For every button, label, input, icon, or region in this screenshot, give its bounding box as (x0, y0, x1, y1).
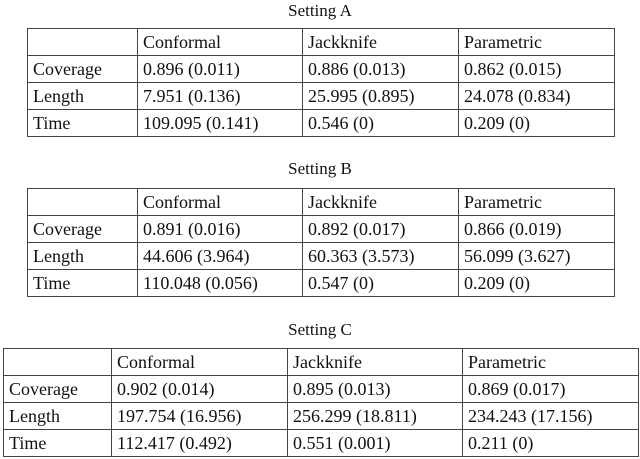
table-cell: 0.547 (0) (303, 270, 459, 297)
table-row (28, 56, 615, 83)
table-cell: Conformal (138, 29, 303, 56)
table-cell: 112.417 (0.492) (112, 430, 288, 457)
table-row (28, 216, 615, 243)
row-label: Time (4, 430, 112, 457)
table-cell: 0.886 (0.013) (303, 56, 459, 83)
row-label (28, 29, 138, 56)
table-title-setting-c: Setting C (288, 320, 352, 339)
header-row (28, 29, 615, 56)
table-row (28, 83, 615, 110)
table-row (28, 270, 615, 297)
row-label (28, 189, 138, 216)
table-setting-a (27, 28, 615, 137)
table-cell: Jackknife (288, 349, 463, 376)
table-setting-c (3, 348, 639, 457)
header-row (4, 349, 639, 376)
table-cell: Parametric (459, 29, 615, 56)
table-cell: Jackknife (303, 29, 459, 56)
table-cell: 44.606 (3.964) (138, 243, 303, 270)
table-cell: 110.048 (0.056) (138, 270, 303, 297)
row-label: Coverage (28, 56, 138, 83)
table-cell: 25.995 (0.895) (303, 83, 459, 110)
table-row (28, 243, 615, 270)
table-row (4, 376, 639, 403)
table-row (4, 430, 639, 457)
row-label: Coverage (4, 376, 112, 403)
row-label: Length (4, 403, 112, 430)
table-title-setting-a: Setting A (288, 1, 352, 20)
row-label: Time (28, 270, 138, 297)
table-cell: 0.902 (0.014) (112, 376, 288, 403)
table-row (4, 403, 639, 430)
table-cell: 0.551 (0.001) (288, 430, 463, 457)
table-cell: 60.363 (3.573) (303, 243, 459, 270)
table-cell: 0.209 (0) (459, 270, 615, 297)
row-label: Time (28, 110, 138, 137)
header-row (28, 189, 615, 216)
table-cell: Conformal (112, 349, 288, 376)
table-cell: 0.211 (0) (463, 430, 639, 457)
row-label: Length (28, 83, 138, 110)
table-cell: Jackknife (303, 189, 459, 216)
table-cell: 0.892 (0.017) (303, 216, 459, 243)
table-cell: 0.896 (0.011) (138, 56, 303, 83)
table-cell: 56.099 (3.627) (459, 243, 615, 270)
table-setting-b (27, 188, 615, 297)
row-label: Coverage (28, 216, 138, 243)
table-cell: 0.862 (0.015) (459, 56, 615, 83)
table-cell: Parametric (459, 189, 615, 216)
table-cell: 0.895 (0.013) (288, 376, 463, 403)
row-label: Length (28, 243, 138, 270)
table-cell: 0.866 (0.019) (459, 216, 615, 243)
row-label (4, 349, 112, 376)
table-cell: 256.299 (18.811) (288, 403, 463, 430)
table-cell: 0.546 (0) (303, 110, 459, 137)
table-cell: 109.095 (0.141) (138, 110, 303, 137)
table-cell: 197.754 (16.956) (112, 403, 288, 430)
table-title-setting-b: Setting B (288, 159, 352, 178)
table-cell: 234.243 (17.156) (463, 403, 639, 430)
table-cell: 0.869 (0.017) (463, 376, 639, 403)
table-cell: 0.891 (0.016) (138, 216, 303, 243)
table-row (28, 110, 615, 137)
table-cell: Conformal (138, 189, 303, 216)
table-cell: Parametric (463, 349, 639, 376)
table-cell: 0.209 (0) (459, 110, 615, 137)
table-cell: 7.951 (0.136) (138, 83, 303, 110)
table-cell: 24.078 (0.834) (459, 83, 615, 110)
